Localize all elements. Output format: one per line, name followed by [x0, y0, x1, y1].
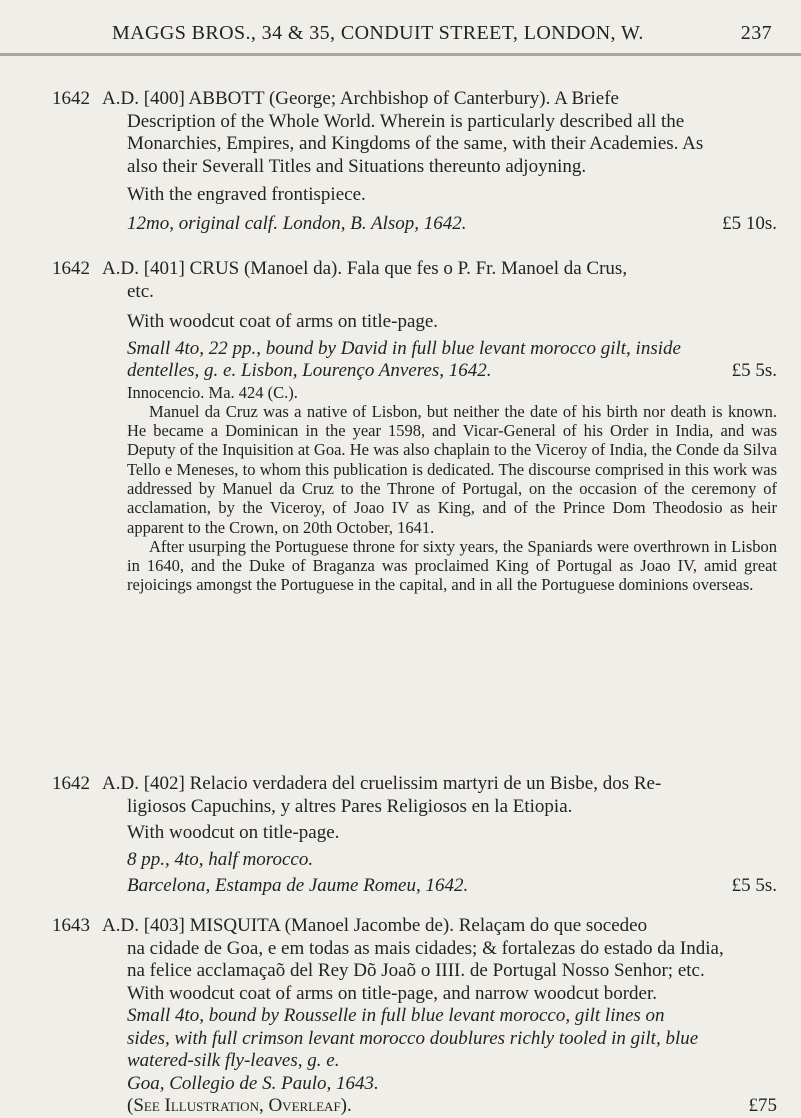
entry-title-line: Description of the Whole World. Wherein is particularly described all the	[127, 110, 685, 132]
entry-imprint-line	[102, 213, 777, 236]
entry-title-line: also their Severall Titles and Situations thereunto adjoyning.	[127, 155, 587, 177]
entry-detail: With woodcut coat of arms on title-page.	[127, 311, 439, 332]
catalogue-entry-401	[52, 258, 777, 595]
entry-price: £5 5s.	[731, 875, 777, 896]
entry-see-line	[102, 1095, 777, 1118]
entry-price: £5 5s.	[731, 360, 777, 381]
entry-imprint: 12mo, original calf. London, B. Alsop, 1642.	[127, 212, 467, 234]
entry-detail: With woodcut coat of arms on title-page, and narrow woodcut border.	[127, 982, 658, 1004]
entry-detail: With woodcut on title-page.	[127, 822, 340, 843]
entry-year: 1642	[52, 258, 90, 279]
entry-year: 1642	[52, 88, 90, 109]
entry-binding-line: Small 4to, 22 pp., bound by David in full blue levant morocco gilt, inside	[127, 337, 681, 359]
entry-year: 1643	[52, 915, 90, 936]
entry-heading-line: A.D. [401] CRUS (Manoel da). Fala que fes o P. Fr. Manoel da Crus,	[102, 258, 628, 279]
page-number: 237	[740, 22, 772, 44]
entry-year: 1642	[52, 773, 90, 794]
entry-binding-line: watered-silk fly-leaves, g. e.	[127, 1050, 340, 1071]
entry-note-paragraph: After usurping the Portuguese throne for sixty years, the Spaniards were overthrown in Lisbon in 1640, and the Duke of Braganza was proclaimed King of Portugal as Joao IV, amid great rejoicings amongst the Portuguese in the capital, and in all the Portuguese dominions overseas.	[127, 536, 777, 595]
entry-detail: With the engraved frontispiece.	[127, 184, 366, 205]
entry-binding-line: dentelles, g. e. Lisbon, Lourenço Anveres, 1642.	[127, 360, 492, 381]
header-rule	[0, 53, 801, 56]
entry-binding-price-line	[102, 360, 777, 383]
entry-imprint: Barcelona, Estampa de Jaume Romeu, 1642.	[127, 875, 469, 896]
entry-title-line: Monarchies, Empires, and Kingdoms of the same, with their Academies. As	[127, 133, 704, 154]
catalogue-entry-403	[52, 915, 777, 1118]
running-header	[112, 22, 772, 45]
entry-imprint: Goa, Collegio de S. Paulo, 1643.	[127, 1072, 379, 1094]
entry-binding-line: Small 4to, bound by Rousselle in full blue levant morocco, gilt lines on	[127, 1005, 665, 1026]
entry-title-line: ligiosos Capuchins, y altres Pares Religiosos en la Etiopia.	[127, 795, 573, 817]
entry-price: £5 10s.	[722, 212, 777, 234]
entry-reference: Innocencio. Ma. 424 (C.).	[127, 382, 298, 402]
entry-title-line: etc.	[127, 280, 154, 302]
catalogue-entry-400	[52, 88, 777, 235]
entry-heading-line: A.D. [402] Relacio verdadera del cruelissim martyri de un Bisbe, dos Re-	[102, 773, 662, 794]
entry-title-line: na cidade de Goa, e em todas as mais cidades; & fortalezas do estado da India,	[127, 937, 724, 959]
entry-binding-line: 8 pp., 4to, half morocco.	[127, 848, 314, 870]
entry-imprint-line	[102, 875, 777, 898]
entry-binding-line: sides, with full crimson levant morocco doublures richly tooled in gilt, blue	[127, 1027, 699, 1049]
header-text: MAGGS BROS., 34 & 35, CONDUIT STREET, LONDON, W.	[112, 22, 644, 44]
entry-price: £75	[748, 1095, 777, 1116]
entry-heading-line: A.D. [400] ABBOTT (George; Archbishop of Canterbury). A Briefe	[102, 88, 619, 109]
entry-see-reference: (See Illustration, Overleaf).	[127, 1095, 352, 1116]
entry-note-paragraph: Manuel da Cruz was a native of Lisbon, but neither the date of his birth nor death is known. He became a Dominican in the year 1598, and Vicar-General of his Order in India, and was Deputy of the Inquisition at Goa. He was also chaplain to the Viceroy of India, the Conde da Silva Tello e Meneses, to whom this publication is dedicated. The discourse comprised in this work was addressed by Manuel da Cruz to the Throne of Portugal, on the occasion of the ceremony of acclamation, by the Viceroy, of Joao IV as King, and of the Prince Dom Theodosio as heir apparent to the Crown, on 20th October, 1641.	[127, 401, 777, 537]
catalogue-entry-402	[52, 773, 777, 898]
entry-title-line: na felice acclamaçaõ del Rey Dõ Joaõ o IIII. de Portugal Nosso Senhor; etc.	[127, 960, 705, 981]
entry-heading-line: A.D. [403] MISQUITA (Manoel Jacombe de). Relaçam do que socedeo	[102, 915, 648, 936]
